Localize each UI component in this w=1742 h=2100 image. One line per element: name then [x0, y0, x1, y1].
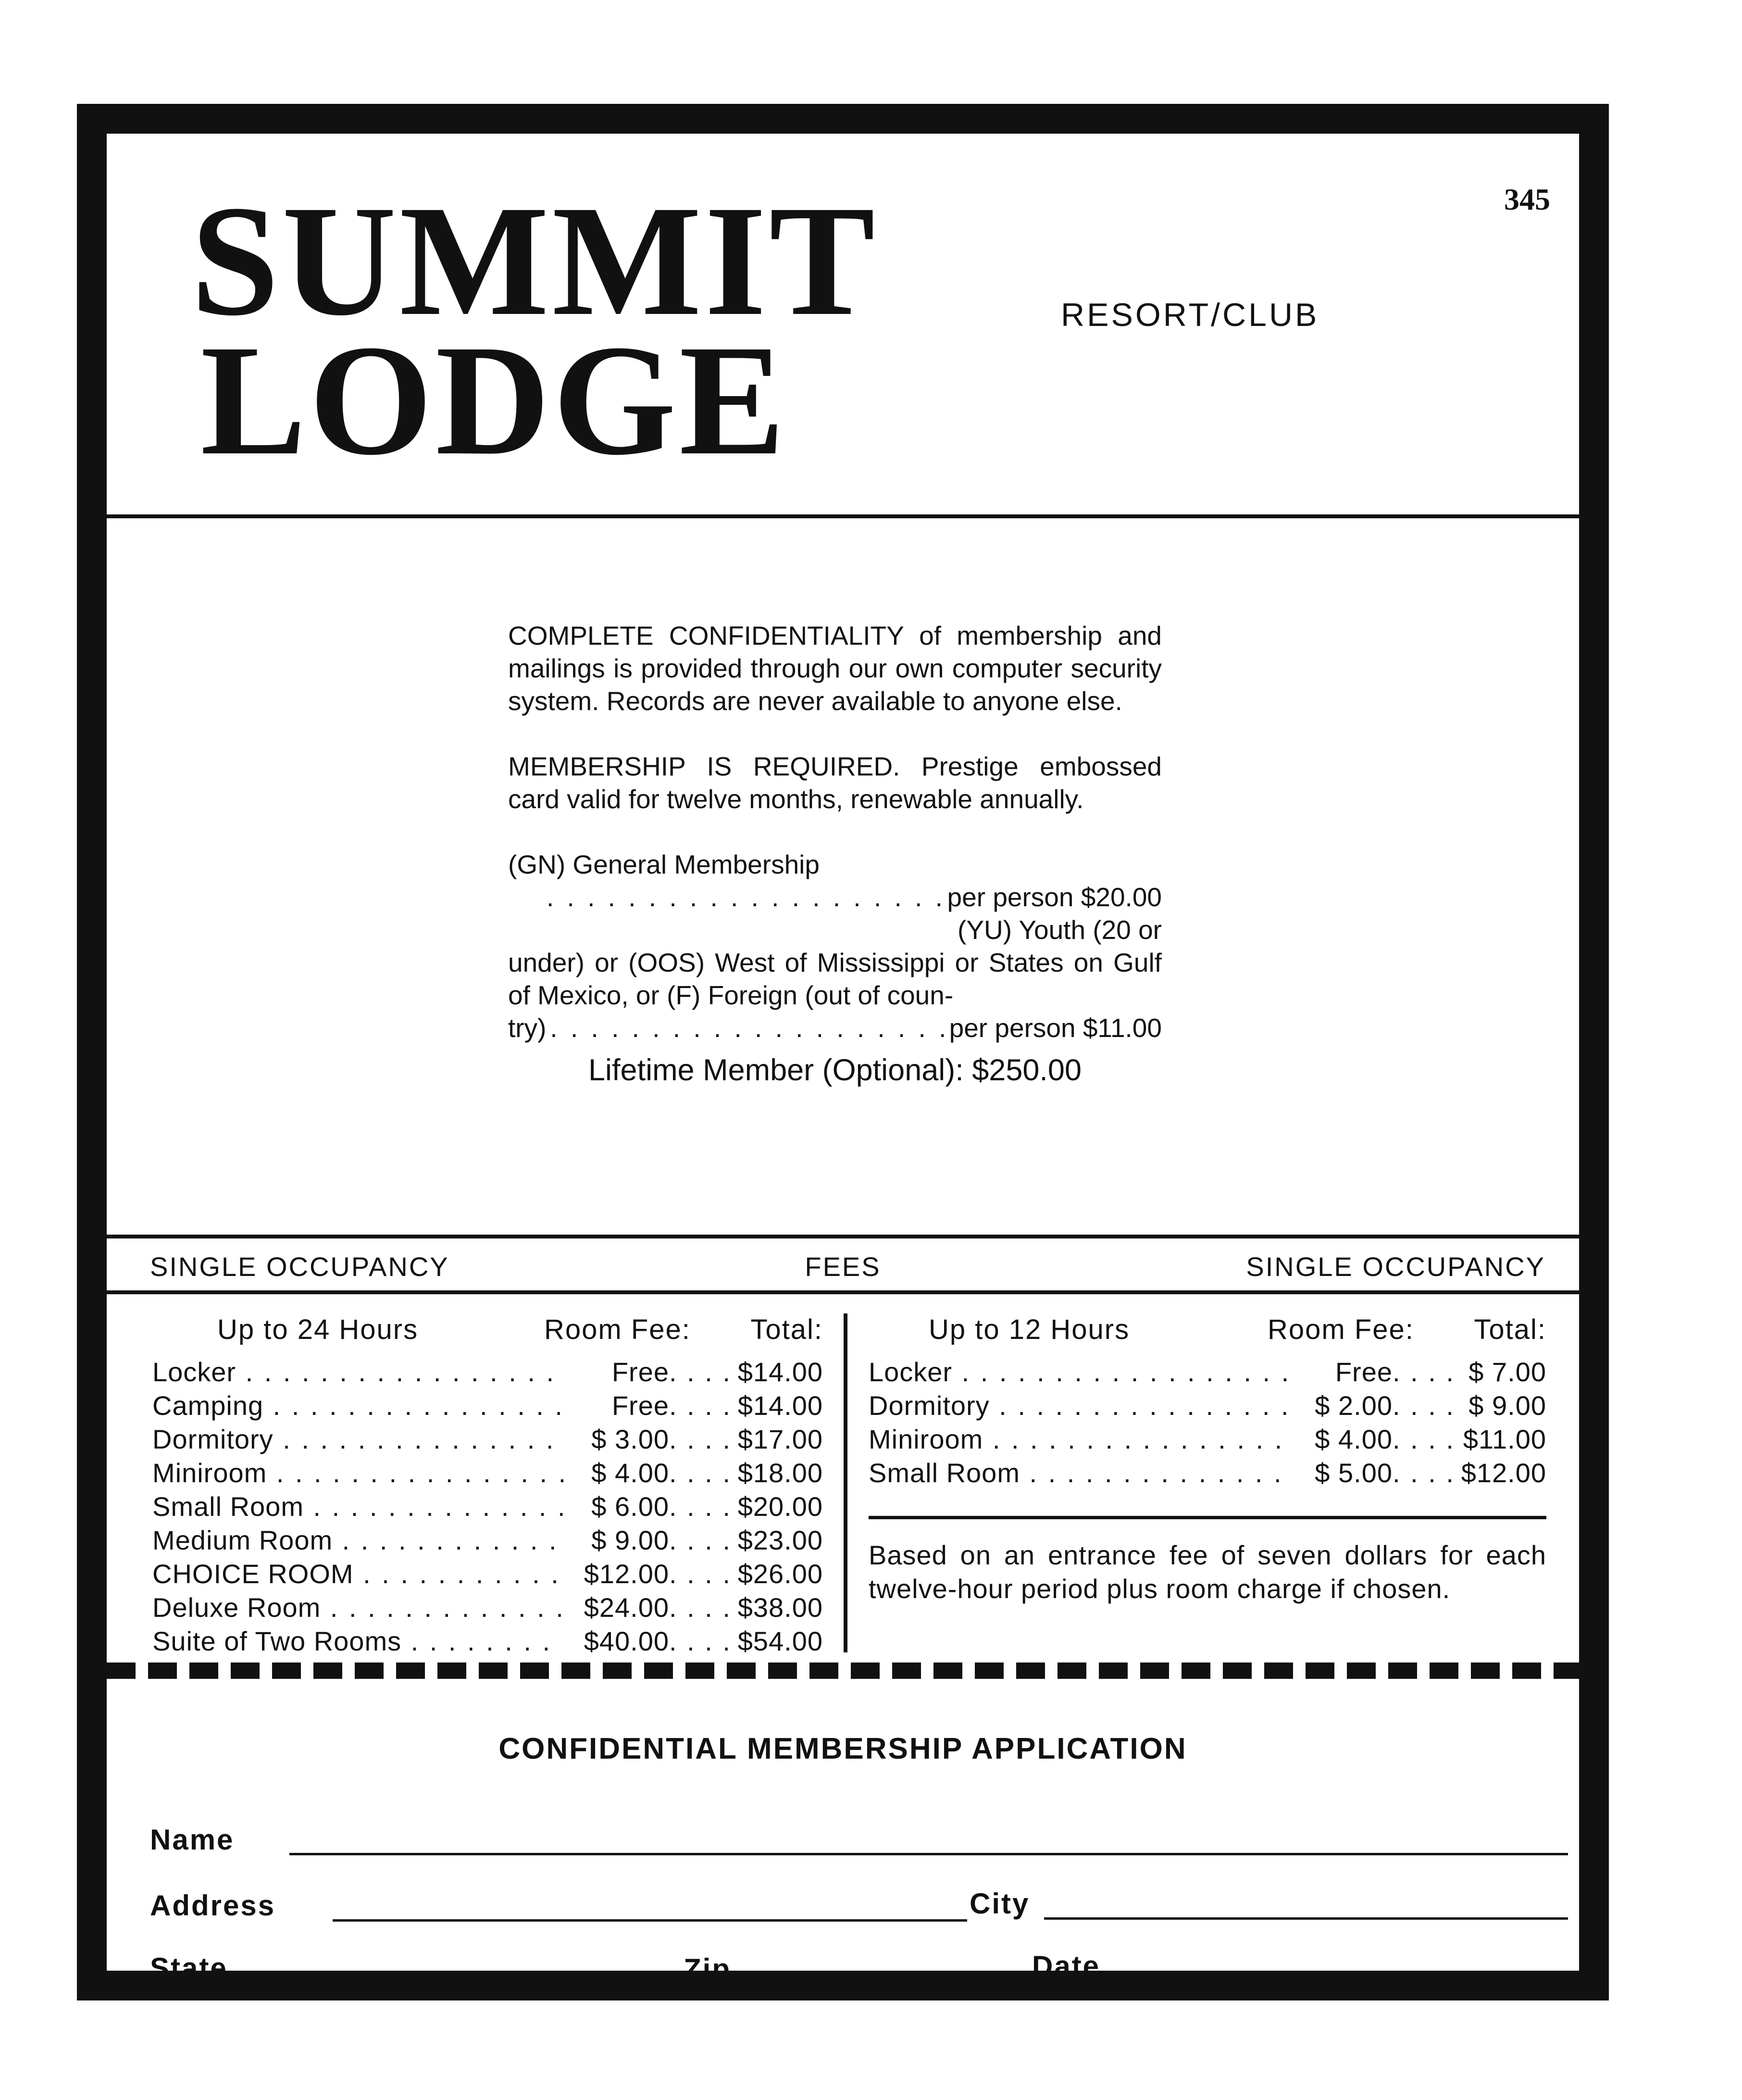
- fee-row: [152, 1390, 823, 1424]
- fees-12-note: Based on an entrance fee of seven dollars for each twelve-hour period plus room charge if chosen.: [869, 1540, 1546, 1604]
- title-line-1: SUMMIT: [191, 173, 878, 349]
- leader-dots: [669, 1356, 736, 1388]
- fees-bar-right: SINGLE OCCUPANCY: [1246, 1251, 1545, 1282]
- fee-row: [152, 1356, 823, 1390]
- fee-row-fee: $ 9.00: [591, 1525, 669, 1555]
- fee-row-total: $54.00: [737, 1626, 823, 1656]
- fees-12-rows: [869, 1356, 1546, 1491]
- youth-membership-end: try): [508, 1013, 547, 1043]
- fee-row: [152, 1424, 823, 1457]
- ad-frame: [77, 104, 1609, 2000]
- youth-membership-label: (YU) Youth (20 or: [958, 915, 1162, 945]
- leader-dots: [669, 1390, 736, 1421]
- fees-12-period: Up to 12 Hours: [929, 1314, 1130, 1345]
- fees-12-total-header: Total:: [1474, 1314, 1546, 1345]
- address-field[interactable]: [333, 1919, 967, 1922]
- fee-row: [152, 1558, 823, 1592]
- fee-row-name: Small Room . . .: [152, 1491, 563, 1522]
- date-field[interactable]: [1111, 1980, 1568, 1982]
- membership-application: [107, 1679, 1579, 1996]
- column-divider: [844, 1313, 847, 1652]
- leader-dots: [1393, 1390, 1460, 1421]
- cut-line: [107, 1662, 1579, 1679]
- fee-row-fee: $12.00: [584, 1559, 669, 1589]
- fees-12-fee-header: Room Fee:: [1268, 1314, 1414, 1345]
- fee-row-total: $26.00: [737, 1559, 823, 1589]
- lifetime-membership: Lifetime Member (Optional): $250.00: [588, 1053, 1082, 1087]
- leader-dots: [669, 1457, 736, 1488]
- fee-row-total: $38.00: [737, 1592, 823, 1623]
- fee-row-name: Dormitory . . .: [869, 1390, 1287, 1421]
- fee-row: [152, 1625, 823, 1659]
- header: [107, 134, 1579, 518]
- leader-dots: [1393, 1356, 1460, 1388]
- fee-row-total: $ 9.00: [1468, 1390, 1546, 1421]
- fee-row-total: $ 7.00: [1468, 1357, 1546, 1387]
- fee-row-name: Miniroom . . .: [152, 1457, 563, 1488]
- fees-24-fee-header: Room Fee:: [544, 1314, 691, 1345]
- fees-24-period: Up to 24 Hours: [217, 1314, 419, 1345]
- state-field[interactable]: [251, 1982, 607, 1984]
- fee-row-name: Medium Room . . .: [152, 1525, 563, 1556]
- address-label: Address: [150, 1889, 276, 1922]
- fee-row-total: $23.00: [737, 1525, 823, 1555]
- state-label: State: [150, 1952, 228, 1984]
- page-number: 345: [1504, 182, 1550, 216]
- leader-dots: [1393, 1457, 1460, 1488]
- fee-row-total: $20.00: [737, 1491, 823, 1522]
- fees-24-rows: [152, 1356, 823, 1659]
- leader-dots: [669, 1525, 736, 1556]
- youth-membership-text: under) or (OOS) West of Mississippi or States on Gulf of Mexico, or (F) Foreign (out of coun-: [508, 948, 1162, 1010]
- fee-row-fee: $24.00: [584, 1592, 669, 1623]
- lodge-title: [191, 173, 878, 488]
- fee-row-fee: $40.00: [584, 1626, 669, 1656]
- fees-bar-left: SINGLE OCCUPANCY: [150, 1251, 449, 1282]
- fee-row-name: Suite of Two Rooms . . .: [152, 1625, 563, 1657]
- fee-row-total: $17.00: [737, 1424, 823, 1454]
- fees-24-header: [152, 1313, 823, 1346]
- leader-dots: [547, 881, 944, 913]
- fee-row-fee: Free: [1335, 1357, 1393, 1387]
- fee-row: [869, 1356, 1546, 1390]
- fee-row-fee: $ 4.00: [591, 1458, 669, 1488]
- fees-section: [107, 1294, 1579, 1660]
- fee-row: [869, 1390, 1546, 1424]
- fee-row: [152, 1457, 823, 1491]
- fee-row-total: $18.00: [737, 1458, 823, 1488]
- leader-dots: [1393, 1424, 1460, 1455]
- fee-row: [152, 1491, 823, 1525]
- fee-row-total: $14.00: [737, 1357, 823, 1387]
- fee-row: [152, 1592, 823, 1625]
- fee-row: [152, 1525, 823, 1558]
- general-membership-label: (GN) General Membership: [508, 850, 820, 879]
- fees-12-header: [869, 1313, 1546, 1346]
- fees-12-hours: [869, 1313, 1546, 1606]
- fees-24-total-header: Total:: [750, 1314, 823, 1345]
- fee-row: [869, 1424, 1546, 1457]
- youth-membership-price: per person $11.00: [949, 1013, 1162, 1043]
- zip-label: Zip: [684, 1953, 731, 1985]
- fee-row-name: CHOICE ROOM . . .: [152, 1558, 563, 1589]
- leader-dots: [669, 1592, 736, 1623]
- subtitle: RESORT/CLUB: [1061, 297, 1319, 333]
- fees-bar-center: FEES: [805, 1251, 881, 1282]
- youth-membership-price-line: [508, 1012, 1162, 1044]
- fees-bar: [107, 1235, 1579, 1294]
- city-field[interactable]: [1044, 1917, 1568, 1920]
- leader-dots: [669, 1424, 736, 1455]
- fee-row-name: Miniroom . . .: [869, 1424, 1287, 1455]
- fee-row: [869, 1457, 1546, 1491]
- general-membership-price: per person $20.00: [947, 882, 1162, 912]
- fee-row-fee: $ 5.00: [1315, 1458, 1393, 1488]
- fee-row-name: Locker . . .: [869, 1356, 1287, 1388]
- fees-12-divider: [869, 1516, 1546, 1519]
- confidentiality-paragraph: COMPLETE CONFIDENTIALITY of membership and mailings is provided through our own computer security system. Records are never available to anyone else.: [508, 621, 1162, 716]
- title-line-2: LODGE: [200, 312, 788, 488]
- general-membership-price-line: [508, 881, 1162, 913]
- leader-dots: [669, 1625, 736, 1657]
- fee-row-fee: $ 3.00: [591, 1424, 669, 1454]
- leader-dots: [550, 1012, 945, 1044]
- fees-24-hours: [152, 1313, 823, 1659]
- fee-row-total: $11.00: [1463, 1424, 1546, 1454]
- city-label: City: [970, 1888, 1030, 1920]
- fee-row-fee: $ 2.00: [1315, 1390, 1393, 1421]
- fee-row-name: Dormitory . . .: [152, 1424, 563, 1455]
- fee-row-fee: $ 4.00: [1315, 1424, 1393, 1454]
- fee-row-total: $14.00: [737, 1390, 823, 1421]
- fee-row-fee: $ 6.00: [591, 1491, 669, 1522]
- membership-info: [508, 619, 1162, 1087]
- date-label: Date: [1032, 1950, 1101, 1982]
- fee-row-total: $12.00: [1461, 1458, 1546, 1488]
- application-title: CONFIDENTIAL MEMBERSHIP APPLICATION: [498, 1732, 1187, 1765]
- zip-field[interactable]: [751, 1983, 929, 1985]
- fee-row-fee: Free: [611, 1390, 669, 1421]
- fee-row-name: Locker . . .: [152, 1356, 563, 1388]
- leader-dots: [669, 1558, 736, 1589]
- name-field[interactable]: [289, 1853, 1568, 1855]
- membership-paragraph: MEMBERSHIP IS REQUIRED. Prestige embossed card valid for twelve months, renewable annually.: [508, 751, 1162, 814]
- fee-row-name: Camping . . .: [152, 1390, 563, 1421]
- name-label: Name: [150, 1824, 235, 1856]
- fee-row-fee: Free: [611, 1357, 669, 1387]
- fee-row-name: Small Room . . .: [869, 1457, 1287, 1488]
- leader-dots: [669, 1491, 736, 1522]
- fee-row-name: Deluxe Room . . .: [152, 1592, 563, 1623]
